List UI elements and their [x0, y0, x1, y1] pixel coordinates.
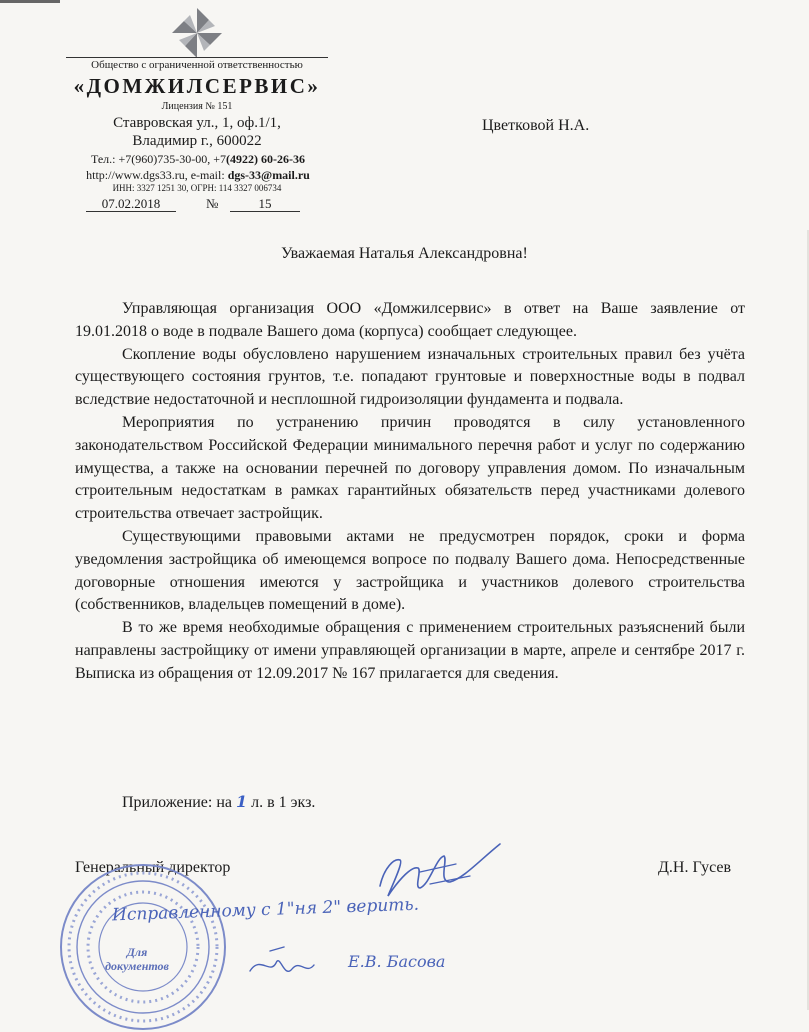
- certifier-signature-icon: [240, 935, 340, 985]
- document-number-label: №: [206, 196, 219, 211]
- paragraph: Мероприятия по устранению причин проводятся в силу установленного законодательством Российской Федерации минимального перечня работ и услуг по содержанию имущества, а также на основании перечней по договору управления домом. По изначальным строительным недостаткам в рамках гарантийных обязательств перед участниками долевого строительства отвечает застройщик.: [75, 413, 745, 523]
- salutation: Уважаемая Наталья Александровна!: [281, 245, 528, 262]
- phone-line: [58, 152, 338, 166]
- certifier-name: Е.В. Басова: [348, 952, 446, 971]
- letterhead: [66, 6, 328, 211]
- license-number: Лицензия № 151: [161, 101, 233, 112]
- phone-bold: (4922) 60-26-36: [226, 152, 306, 166]
- web-email-line: [58, 168, 338, 182]
- phone-text: Тел.: +7(960)735-30-00, +7: [90, 152, 227, 166]
- paragraph: Скопление воды обусловлено нарушением изначальных строительных правил без учёта существующего состояния грунтов, т.е. попадают грунтовые и поверхностные воды в подвал вследствие недостаточной и несплошной гидроизоляции фундамента и подвала.: [75, 345, 745, 409]
- signatory-name: Д.Н. Гусев: [658, 859, 732, 876]
- scan-edge-mark: [0, 0, 60, 3]
- stamp-label: [82, 945, 192, 973]
- paragraph: Существующими правовыми актами не предусмотрен порядок, сроки и форма уведомления застройщика об имеющемся вопросе по подвалу Вашего дома. Непосредственные договорные отношения имеются у застройщика и участников долевого строительства (собственников, владельцев помещений в доме).: [75, 527, 745, 614]
- document-number: 15: [230, 196, 300, 212]
- signatory-title: Генеральный директор: [75, 859, 231, 876]
- pinwheel-logo-icon: [165, 6, 229, 60]
- attachment-line: [122, 792, 315, 813]
- address-line-2: Владимир г., 600022: [132, 133, 262, 149]
- stamp-label-line-2: документов: [105, 959, 169, 973]
- stamp-label-line-1: Для: [126, 945, 148, 959]
- attachment-suffix: л. в 1 экз.: [247, 794, 316, 811]
- registration-ids: ИНН: 3327 1251 30, ОГРН: 114 3327 006734: [112, 183, 282, 193]
- address-line-1: Ставровская ул., 1, оф.1/1,: [113, 115, 281, 131]
- org-type: Общество с ограниченной ответственностью: [66, 57, 328, 72]
- document-date: 07.02.2018: [86, 196, 176, 212]
- paragraph: В то же время необходимые обращения с применением строительных разъяснений были направлены застройщику от имени управляющей организации в марте, апреле и сентябре 2017 г. Выписка из обращения от 12.09.2017 № 167 прилагается для сведения.: [75, 619, 745, 682]
- org-name: «ДОМЖИЛСЕРВИС»: [73, 74, 321, 98]
- attachment-prefix: Приложение: на: [122, 794, 236, 811]
- handwritten-certification: Исправленному с 1"ня 2" верить.: [111, 894, 420, 926]
- recipient: Цветковой Н.А.: [482, 117, 590, 134]
- email-text: dgs-33@mail.ru: [227, 168, 310, 182]
- attachment-handwritten-count: 1: [235, 792, 248, 811]
- paragraph: Управляющая организация ООО «Домжилсервис» в ответ на Ваше заявление от 19.01.2018 о воде в подвале Вашего дома (корпуса) сообщает следующее.: [75, 300, 745, 340]
- letter-body: [75, 298, 745, 686]
- website-text: http://www.dgs33.ru, e-mail:: [86, 168, 228, 182]
